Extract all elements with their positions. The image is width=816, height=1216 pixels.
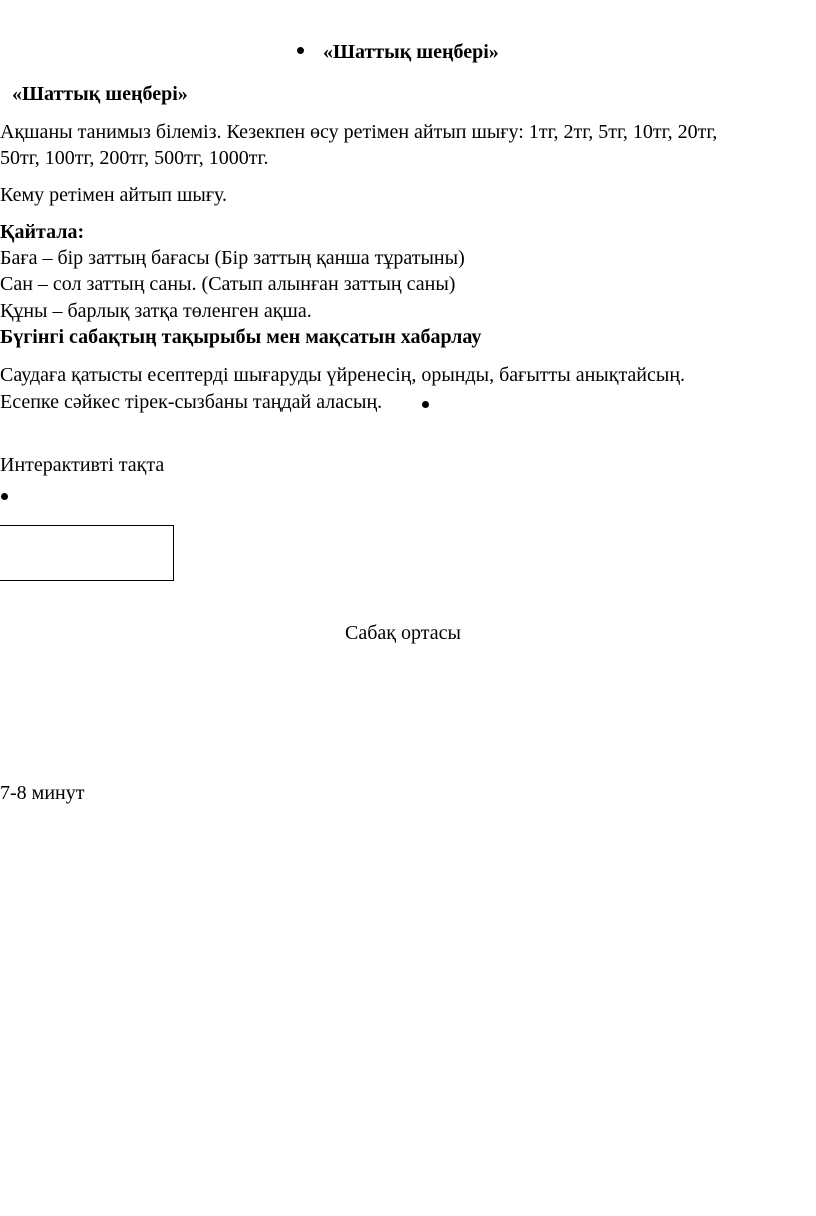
- heading-top: «Шаттық шеңбері»: [323, 41, 499, 63]
- bullet-dot-top: [297, 47, 304, 54]
- empty-frame: [0, 525, 174, 581]
- objective-line-1: Саудаға қатысты есептерді шығаруды үйренесің, орынды, бағытты анықтайсың.: [0, 364, 686, 386]
- repeat-title: Қайтала:: [0, 221, 85, 243]
- repeat-line-quantity: Сан – сол заттың саны. (Сатып алынған заттың саны): [0, 273, 456, 295]
- money-line-1: Ақшаны танимыз білеміз. Кезекпен өсу ретімен айтып шығу: 1тг, 2тг, 5тг, 10тг, 20тг,: [0, 121, 718, 143]
- repeat-line-price: Баға – бір заттың бағасы (Бір заттың қанша тұратыны): [0, 247, 465, 269]
- bullet-dot-inline: [422, 401, 429, 408]
- duration-label: 7-8 минут: [0, 782, 85, 804]
- money-line-2: 50тг, 100тг, 200тг, 500тг, 1000тг.: [0, 147, 269, 169]
- heading-second: «Шаттық шеңбері»: [12, 83, 188, 105]
- resource-label: Интерактивті тақта: [0, 454, 165, 476]
- order-paragraph: Кему ретімен айтып шығу.: [0, 184, 228, 206]
- objective-title: Бүгінгі сабақтың тақырыбы мен мақсатын хабарлау: [0, 326, 482, 348]
- bullet-dot-lower: [1, 493, 8, 500]
- repeat-line-cost: Құны – барлық затқа төленген ақша.: [0, 300, 312, 322]
- objective-line-2: Есепке сәйкес тірек-сызбаны таңдай аласың.: [0, 391, 383, 413]
- section-label: Сабақ ортасы: [345, 622, 461, 644]
